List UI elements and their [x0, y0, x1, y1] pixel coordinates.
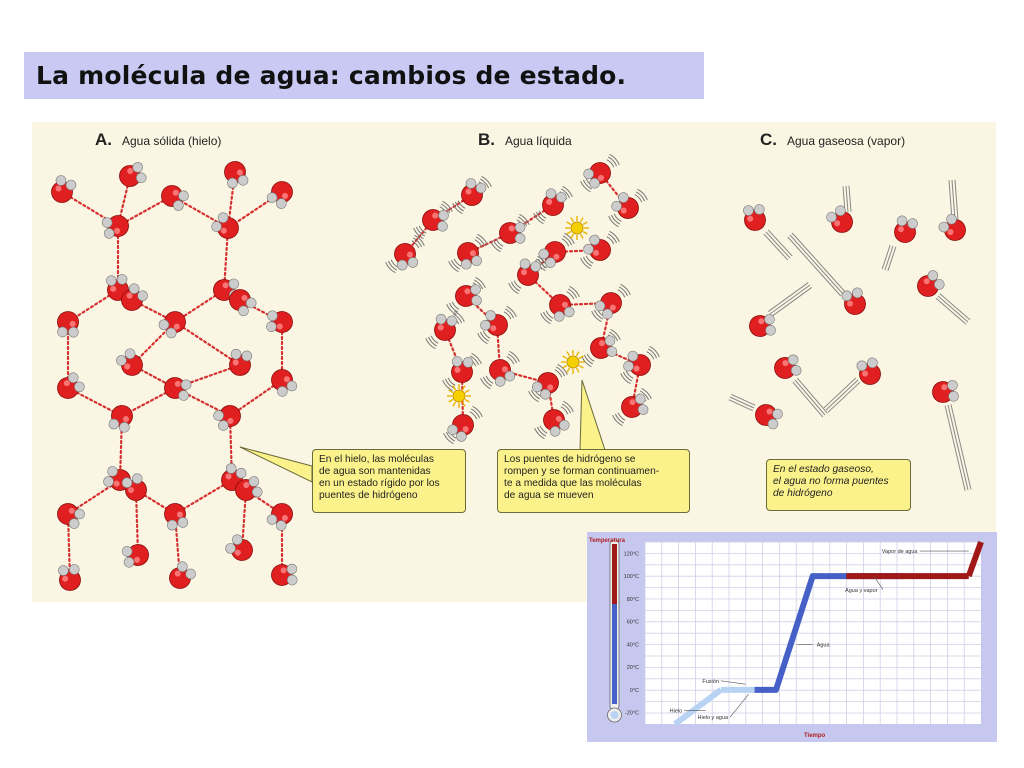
chart-annotation: Vapor de agua [881, 549, 918, 556]
callout-solid-line: de agua son mantenidas [319, 466, 431, 477]
heating-curve-svg [587, 532, 997, 742]
vapor-molecule [936, 211, 970, 243]
burst-ray [583, 222, 587, 225]
vapor-motion-trail [849, 186, 851, 212]
panel-a-caption: Agua sólida (hielo) [122, 134, 222, 148]
hydrogen-atom [466, 179, 476, 189]
liquid-molecule [462, 179, 487, 206]
y-axis-label: Temperatura [589, 538, 625, 544]
thermometer-bulb-fill [611, 711, 619, 719]
burst-ray [563, 366, 567, 369]
burst-ray [449, 400, 453, 403]
ice-molecule [265, 365, 301, 401]
burst-ray [581, 218, 584, 222]
panel-b-label [478, 130, 572, 150]
ice-molecule [210, 211, 242, 241]
vapor-motion-trail [940, 294, 970, 320]
liquid-molecule [431, 310, 462, 342]
callout-solid-pointer [240, 447, 312, 482]
burst-ray [453, 402, 456, 406]
vapor-motion-trail [792, 233, 845, 292]
chart-grid [645, 542, 981, 724]
liquid-molecule [530, 369, 562, 402]
panel-a-label [95, 130, 221, 150]
liquid-molecule [483, 355, 519, 391]
burst-ray [567, 368, 570, 372]
burst-ray [571, 218, 574, 222]
oxygen-highlight [56, 186, 62, 192]
callout-gas-line: el agua no forma puentes [773, 476, 889, 487]
callout-liquid-line: te a medida que las moléculas [504, 478, 642, 489]
ice-molecule [266, 501, 294, 532]
liquid-molecule [623, 351, 650, 376]
y-tick-label: 100°C [623, 574, 639, 581]
vapor-motion-trail [936, 298, 966, 324]
ice-molecule [54, 368, 89, 404]
x-axis-label: Tiempo [804, 733, 826, 739]
vapor-molecule [822, 202, 858, 237]
ice-molecule [163, 375, 194, 404]
liquid-molecule [543, 290, 579, 326]
vapor-motion-trail [846, 186, 848, 212]
callout-gas [766, 459, 911, 511]
callout-solid-line: en un estado rígido por los [319, 478, 440, 489]
liquid-molecule [388, 239, 424, 275]
ice-molecule [224, 533, 256, 563]
vapor-motion-trail [828, 382, 860, 412]
burst-ray [465, 400, 469, 403]
y-tick-label: 60°C [626, 619, 639, 626]
hydrogen-atom [103, 476, 114, 487]
callout-liquid-pointer [580, 380, 605, 450]
vapor-motion-trail [797, 378, 827, 413]
vapor-molecule [851, 352, 887, 388]
panel-c-label [760, 130, 905, 150]
title-banner [24, 52, 704, 99]
thermometer-hot [612, 544, 617, 604]
callout-liquid-line: rompen y se forman continuamen- [504, 466, 660, 477]
hydrogen-atom [623, 361, 633, 371]
callout-liquid-line: Los puentes de hidrógeno se [504, 454, 636, 465]
hydrogen-atom [66, 180, 76, 190]
vapor-motion-trail [772, 287, 812, 316]
hydrogen-atom [178, 190, 189, 201]
vapor-motion-trail [766, 232, 790, 258]
burst-ray [563, 356, 567, 359]
callout-liquid-line: de agua se mueven [504, 490, 594, 501]
liquid-molecule [446, 352, 478, 386]
chart-annotation: Hielo [669, 708, 683, 715]
hydrogen-atom [773, 409, 783, 419]
vapor-motion-trail [795, 380, 825, 415]
vapor-motion-trail [770, 285, 810, 314]
chart-annotation: Agua y vapor [845, 587, 878, 594]
hydrogen-atom [173, 200, 184, 211]
burst-ray [577, 352, 580, 356]
hydrogen-atom [485, 310, 496, 321]
vapor-molecule [929, 375, 965, 410]
burst-core [571, 222, 583, 234]
thermometer-cold [612, 604, 617, 704]
page-title: La molécula de agua: cambios de estado. [36, 61, 627, 90]
hydrogen-atom [56, 176, 66, 186]
vapor-motion-trail [955, 180, 958, 220]
ice-molecule [226, 345, 257, 377]
burst-ray [579, 366, 583, 369]
vapor-motion-trail [793, 382, 823, 417]
liquid-molecule [609, 190, 641, 220]
heating-curve-chart [587, 532, 997, 742]
panel-a-letter: A. [95, 130, 112, 149]
ice-hydrogen-bond [175, 322, 240, 365]
y-tick-labels [624, 551, 639, 716]
burst-ray [567, 232, 571, 235]
burst-ray [581, 234, 584, 238]
liquid-molecule [538, 406, 574, 441]
panel-b-caption: Agua líquida [505, 134, 572, 148]
vapor-motion-trail [768, 283, 808, 312]
callout-solid [312, 449, 466, 513]
vapor-molecule [892, 213, 921, 244]
burst-core [453, 390, 465, 402]
ice-molecule [116, 538, 152, 573]
burst-ray [567, 352, 570, 356]
ice-molecule [107, 404, 135, 434]
liquid-molecule [541, 187, 568, 216]
burst-ray [583, 232, 587, 235]
liquid-molecule [592, 288, 625, 322]
molecule-canvas [32, 122, 996, 602]
panel-b-letter: B. [478, 130, 495, 149]
chart-annotation: Agua [816, 642, 830, 649]
vapor-motion-trail [948, 405, 968, 490]
hydrogen-atom [628, 351, 638, 361]
burst-ray [465, 390, 469, 393]
callout-gas-line: de hidrógeno [773, 488, 833, 499]
vapor-molecule [738, 199, 773, 235]
ice-molecule [161, 185, 190, 211]
vapor-motion-trail [788, 237, 841, 296]
molecules-layer [51, 157, 970, 595]
burst-ray [577, 368, 580, 372]
callout-gas-line: En el estado gaseoso, [773, 464, 874, 475]
ice-molecule [209, 399, 245, 435]
y-tick-label: 120°C [623, 551, 639, 558]
oxygen-highlight [466, 189, 472, 195]
hydrogen-atom [768, 419, 778, 429]
ice-molecule [266, 180, 294, 210]
vapor-motion-trail [826, 380, 858, 410]
y-tick-label: 20°C [626, 665, 639, 672]
liquid-molecule [451, 238, 487, 274]
ice-molecule [113, 345, 148, 379]
panel-c-letter: C. [760, 130, 777, 149]
ice-molecule [115, 157, 151, 193]
liquid-molecule [446, 412, 476, 444]
callout-liquid [497, 449, 690, 513]
y-tick-label: -20°C [624, 710, 639, 717]
y-tick-label: 40°C [626, 642, 639, 649]
thermometer-icon [608, 540, 622, 722]
hydrogen-bond-highlight [447, 384, 471, 408]
hydrogen-atom [226, 463, 236, 473]
vapor-motion-trail [790, 235, 843, 294]
ice-molecule [262, 305, 296, 337]
vapor-motion-trail [945, 406, 965, 491]
vapor-motion-trail [951, 404, 971, 489]
y-tick-label: 0°C [629, 687, 639, 694]
chart-annotation: Hielo y agua [697, 715, 729, 722]
callout-solid-line: puentes de hidrógeno [319, 490, 418, 501]
ice-molecule [268, 558, 303, 592]
hydrogen-atom [476, 183, 486, 193]
vapor-molecule [770, 349, 806, 385]
burst-ray [567, 222, 571, 225]
panel-c-caption: Agua gaseosa (vapor) [787, 134, 906, 148]
burst-core [567, 356, 579, 368]
ice-molecule [167, 559, 198, 592]
callout-solid-line: En el hielo, las moléculas [319, 454, 434, 465]
chart-annotation: Fusión [702, 678, 719, 685]
ice-molecule [96, 209, 132, 245]
vapor-molecule [756, 405, 783, 430]
oxygen-highlight [767, 409, 773, 415]
hydrogen-atom [480, 320, 491, 331]
hydrogen-atom [236, 468, 246, 478]
hydrogen-atom [107, 466, 118, 477]
vapor-motion-trail [824, 378, 856, 408]
burst-ray [571, 234, 574, 238]
y-tick-label: 80°C [626, 596, 639, 603]
ice-molecule [218, 157, 254, 193]
molecule-illustration [32, 122, 996, 602]
vapor-motion-trail [938, 296, 968, 322]
